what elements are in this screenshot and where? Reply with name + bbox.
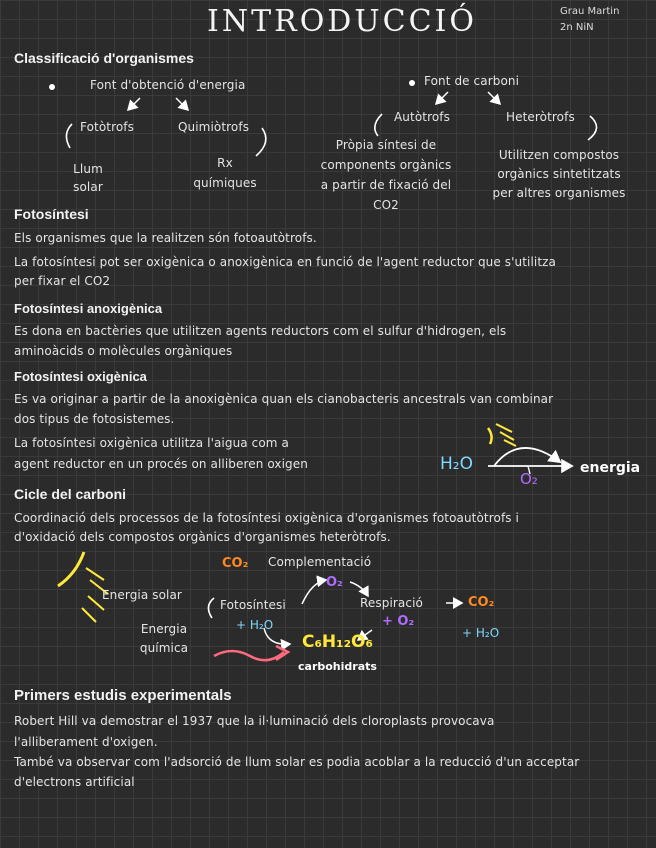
sun-rays-small: [488, 424, 516, 446]
section-heading-studies: Primers estudis experimentals: [14, 687, 232, 704]
anoxygenic-line-1: Es dona en bactèries que utilitzen agents reductors com el sulfur d'hidrogen, els: [14, 324, 507, 338]
water-formula: H₂O: [440, 454, 473, 474]
brace: [588, 116, 597, 140]
section-heading-photosynthesis: Fotosíntesi: [14, 206, 89, 222]
carbohydrates-label: carbohidrats: [298, 660, 377, 673]
photosynthesis-line-1: Els organismes que la realitzen són fotoautòtrofs.: [14, 231, 317, 245]
chemical-energy-1: Energia: [140, 622, 188, 636]
chemo-source-1: Rx: [217, 156, 233, 170]
autotrophs-desc-1: Pròpia síntesi de: [335, 138, 437, 152]
arrow: [176, 98, 188, 110]
brace: [256, 128, 266, 156]
carbon-source-label: Font de carboni: [424, 74, 520, 88]
page-title: INTRODUCCIÓ: [207, 4, 477, 39]
section-heading-oxygenic: Fotosíntesi oxigènica: [14, 369, 147, 384]
heterotrophs-desc-3: per altres organismes: [492, 186, 626, 200]
brace: [375, 114, 382, 136]
heterotrophs-desc-2: orgànics sintetitzats: [497, 167, 621, 181]
carbon-cycle-line-1: Coordinació dels processos de la fotosíntesi oxigènica d'organismes fotoautòtrofs i: [14, 511, 519, 525]
photo-source-2: solar: [73, 180, 103, 194]
arrow: [302, 580, 326, 604]
chemotrophs-label: Quimiòtrofs: [178, 120, 250, 134]
chemical-energy-2: química: [139, 641, 189, 655]
co2-output: CO₂: [468, 595, 495, 610]
brace: [66, 124, 72, 148]
oxygen-formula: O₂: [520, 470, 538, 488]
h2o-input: + H₂O: [236, 618, 274, 632]
sun-rays-large: [58, 552, 108, 622]
arrow-curved: [494, 448, 560, 466]
autotrophs-desc-3: a partir de fixació del: [320, 178, 452, 192]
arrow: [350, 582, 368, 596]
arrow: [488, 92, 500, 104]
studies-line-4: d'electrons artificial: [14, 775, 135, 789]
glucose-formula: C₆H₁₂O₆: [302, 632, 373, 652]
bullet-dot: [409, 80, 415, 86]
section-heading-classification: Classificació d'organismes: [14, 50, 194, 66]
autotrophs-label: Autòtrofs: [394, 110, 450, 124]
anoxygenic-line-2: aminoàcids o molècules orgàniques: [14, 344, 233, 358]
respiration-node: Respiració: [360, 596, 423, 610]
energy-label: energia: [580, 460, 641, 476]
brace: [208, 598, 214, 618]
photosynthesis-line-2: La fotosíntesi pot ser oxigènica o anoxigènica en funció de l'agent reductor que s'utilitza: [14, 255, 557, 269]
squiggle-arrow: [214, 651, 284, 660]
autotrophs-desc-2: components orgànics: [320, 158, 452, 172]
autotrophs-desc-4: CO2: [373, 198, 399, 212]
photosynthesis-line-3: per fixar el CO2: [14, 274, 111, 288]
studies-line-3: També va observar com l'adsorció de llum solar es podia acoblar a la reducció d'un acceptar: [14, 755, 580, 769]
oxygenic-line-4: agent reductor en un procés on alliberen oxigen: [14, 457, 308, 471]
co2-input: CO₂: [222, 556, 249, 571]
section-heading-carbon-cycle: Cicle del carboni: [14, 486, 127, 502]
heterotrophs-label: Heteròtrofs: [506, 110, 575, 124]
photosynthesis-node: Fotosíntesi: [220, 598, 286, 612]
heterotrophs-desc-1: Utilitzen compostos: [498, 148, 620, 162]
arrow: [436, 92, 448, 104]
oxygenic-line-2: dos tipus de fotosistemes.: [14, 412, 175, 426]
studies-line-1: Robert Hill va demostrar el 1937 que la il·luminació dels cloroplasts provocava: [14, 714, 495, 728]
energy-source-label: Font d'obtenció d'energia: [90, 78, 246, 92]
o2-middle: O₂: [326, 575, 343, 590]
author-name: Grau Martin: [560, 6, 620, 17]
carbon-cycle-line-2: d'oxidació dels compostos orgànics d'organismes heteròtrofs.: [14, 530, 391, 544]
author-course: 2n NiN: [560, 22, 594, 33]
photo-source-1: Llum: [73, 162, 103, 176]
oxygenic-line-3: La fotosíntesi oxigènica utilitza l'aigua com a: [14, 436, 289, 450]
studies-line-2: l'alliberament d'oxigen.: [14, 735, 158, 749]
phototrophs-label: Fotòtrofs: [80, 120, 134, 134]
oxygenic-line-1: Es va originar a partir de la anoxigènica quan els cianobacteris ancestrals van combinar: [14, 392, 554, 406]
section-heading-anoxygenic: Fotosíntesi anoxigènica: [14, 301, 163, 316]
complement-label: Complementació: [268, 555, 372, 569]
h2o-output: + H₂O: [462, 626, 500, 640]
arrow: [128, 98, 140, 110]
solar-energy-label: Energia solar: [102, 588, 182, 602]
chemo-source-2: químiques: [193, 176, 257, 190]
o2-input: + O₂: [382, 614, 415, 629]
bullet-dot: [49, 84, 55, 90]
